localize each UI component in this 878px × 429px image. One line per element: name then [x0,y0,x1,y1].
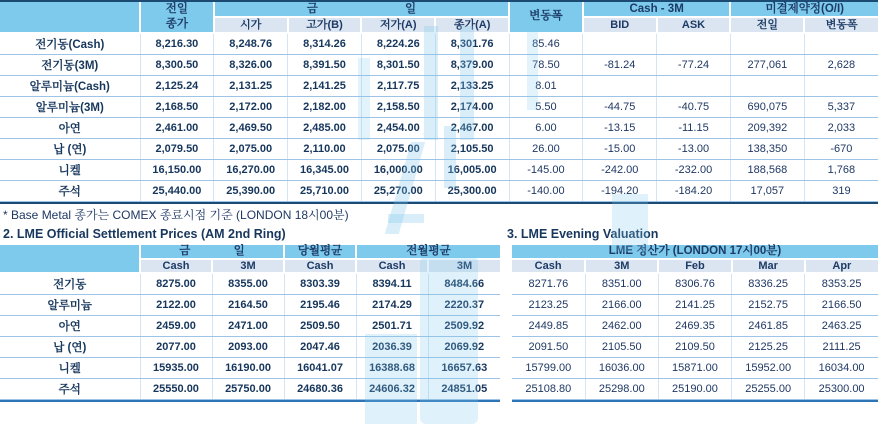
value-cell: 8.01 [509,75,583,96]
value-cell: 25298.00 [585,378,658,399]
table-row [512,378,878,399]
table-row [0,315,500,336]
value-cell: 8,379.00 [435,54,509,75]
value-cell: 8306.76 [658,273,731,294]
evening-section-title: 3. LME Evening Valuation [507,226,659,241]
value-cell: 2166.50 [805,294,878,315]
value-cell: 277,061 [730,54,804,75]
table-row [0,96,878,117]
col-bid: BID [583,17,657,33]
evening-header [512,245,878,274]
group-open-interest: 미결제약정(O/I) [730,2,878,17]
col-oi-change: 변동폭 [804,17,878,33]
prev-close-line2: 종가 [165,18,188,30]
table-row [0,33,878,54]
group-today: 금 일 [140,245,284,259]
col-high: 고가(B) [288,17,362,33]
value-cell: 8394.11 [356,273,428,294]
value-cell: 16034.00 [805,357,878,378]
value-cell [657,33,731,54]
value-cell: 8,301.50 [361,54,435,75]
value-cell: -242.00 [583,159,657,180]
group-lme-valuation: LME 정산가 (LONDON 17시00분) [512,245,878,259]
value-cell: -670 [804,138,878,159]
corner-cell [0,245,140,274]
col-prev-close [140,2,214,33]
value-cell: 2152.75 [732,294,805,315]
value-cell: 2461.85 [732,315,805,336]
table-row [0,180,878,201]
settlement-table-wrap [0,245,500,402]
table-row [0,378,500,399]
value-cell: 16,270.00 [214,159,288,180]
settlement-header [0,245,500,274]
value-cell: 24851.05 [428,378,500,399]
group-today: 금 일 [214,2,509,17]
value-cell: 16041.07 [284,357,356,378]
value-cell: 2036.39 [356,336,428,357]
value-cell: 2091.50 [512,336,585,357]
prev-close-line1: 전일 [165,3,188,15]
value-cell: 2111.25 [805,336,878,357]
value-cell: 2195.46 [284,294,356,315]
col-ask: ASK [657,17,731,33]
value-cell: 2,079.50 [140,138,214,159]
metal-name: 전기동(Cash) [0,33,140,54]
value-cell: 8355.00 [212,273,284,294]
value-cell: 2,117.75 [361,75,435,96]
value-cell: 24606.32 [356,378,428,399]
value-cell: 2069.92 [428,336,500,357]
value-cell: -44.75 [583,96,657,117]
value-cell: 78.50 [509,54,583,75]
value-cell: 2105.50 [585,336,658,357]
value-cell: 2509.50 [284,315,356,336]
value-cell: 8351.00 [585,273,658,294]
col-change: 변동폭 [509,2,583,33]
value-cell: 2459.00 [140,315,212,336]
value-cell: 5,337 [804,96,878,117]
value-cell: 2047.46 [284,336,356,357]
value-cell: 25108.80 [512,378,585,399]
table-row [512,315,878,336]
value-cell [804,33,878,54]
value-cell: 8336.25 [732,273,805,294]
value-cell: 2077.00 [140,336,212,357]
value-cell: 2,628 [804,54,878,75]
value-cell: 85.46 [509,33,583,54]
value-cell: 25190.00 [658,378,731,399]
value-cell: -13.15 [583,117,657,138]
value-cell: 2449.85 [512,315,585,336]
col-low: 저가(A) [361,17,435,33]
value-cell [804,75,878,96]
value-cell: 8,391.50 [288,54,362,75]
value-cell: 2,485.00 [288,117,362,138]
table-row [0,117,878,138]
value-cell: 16,345.00 [288,159,362,180]
value-cell: 25300.00 [805,378,878,399]
col-cash: Cash [140,259,212,274]
settlement-body [0,273,500,399]
group-prev-month-avg: 전월평균 [356,245,500,259]
value-cell: 2471.00 [212,315,284,336]
value-cell: 2109.50 [658,336,731,357]
table-row [512,357,878,378]
value-cell: 2,461.00 [140,117,214,138]
value-cell: 17,057 [730,180,804,201]
value-cell [730,75,804,96]
col-month-cash: Cash [284,259,356,274]
metal-name: 주석 [0,180,140,201]
metal-name: 전기동(3M) [0,54,140,75]
table-row [0,138,878,159]
base-metal-footnote: * Base Metal 종가는 COMEX 종료시점 기준 (LONDON 18시00분) [3,207,349,222]
value-cell: 2,075.00 [214,138,288,159]
col-cash: Cash [512,259,585,274]
bottom-tables [0,245,878,402]
value-cell: 2463.25 [805,315,878,336]
value-cell: 188,568 [730,159,804,180]
value-cell: 25,390.00 [214,180,288,201]
settlement-section-title: 2. LME Official Settlement Prices (AM 2nd Ring) [3,226,286,241]
value-cell: 16,005.00 [435,159,509,180]
value-cell: 8353.25 [805,273,878,294]
value-cell: 2,075.00 [361,138,435,159]
value-cell: -145.00 [509,159,583,180]
col-apr: Apr [805,259,878,274]
group-month-avg: 당월평균 [284,245,356,259]
price-summary-body [0,33,878,201]
value-cell: 2462.00 [585,315,658,336]
value-cell: 15871.00 [658,357,731,378]
corner-cell [0,2,140,33]
value-cell: 15952.00 [732,357,805,378]
value-cell: 25,710.00 [288,180,362,201]
metal-name: 알루미늄 [0,294,140,315]
value-cell: 25750.00 [212,378,284,399]
value-cell: -81.24 [583,54,657,75]
value-cell: 16,150.00 [140,159,214,180]
metal-name: 알루미늄(Cash) [0,75,140,96]
value-cell: 2174.29 [356,294,428,315]
value-cell: 8484.66 [428,273,500,294]
metal-name: 납 (연) [0,138,140,159]
value-cell: -15.00 [583,138,657,159]
value-cell: 2166.00 [585,294,658,315]
value-cell: 25,440.00 [140,180,214,201]
value-cell: 2122.00 [140,294,212,315]
col-feb: Feb [658,259,731,274]
metal-name: 아연 [0,315,140,336]
metal-name: 알루미늄(3M) [0,96,140,117]
settlement-table [0,245,500,400]
value-cell: 8303.39 [284,273,356,294]
value-cell: 8,314.26 [288,33,362,54]
value-cell: 2,105.50 [435,138,509,159]
value-cell: 16,000.00 [361,159,435,180]
metal-name: 니켈 [0,159,140,180]
price-summary-header [0,2,878,33]
value-cell: 26.00 [509,138,583,159]
col-prev-3m: 3M [428,259,500,274]
value-cell [583,33,657,54]
value-cell: 2220.37 [428,294,500,315]
value-cell: 8,326.00 [214,54,288,75]
value-cell [657,75,731,96]
value-cell: 319 [804,180,878,201]
value-cell: 2,182.00 [288,96,362,117]
value-cell [730,33,804,54]
value-cell: 5.50 [509,96,583,117]
value-cell: 2,125.24 [140,75,214,96]
value-cell: 15935.00 [140,357,212,378]
value-cell: 690,075 [730,96,804,117]
evening-table-wrap [512,245,878,402]
table-row [0,294,500,315]
table-row [0,54,878,75]
section-titles [0,226,878,242]
value-cell: 8,224.26 [361,33,435,54]
table-row [512,294,878,315]
value-cell: 6.00 [509,117,583,138]
value-cell: 2509.92 [428,315,500,336]
value-cell: -194.20 [583,180,657,201]
value-cell: 2,133.25 [435,75,509,96]
value-cell: 25,300.00 [435,180,509,201]
value-cell: 2501.71 [356,315,428,336]
col-close: 종가(A) [435,17,509,33]
value-cell: 25255.00 [732,378,805,399]
value-cell: 16388.68 [356,357,428,378]
value-cell: -11.15 [657,117,731,138]
value-cell: 2093.00 [212,336,284,357]
value-cell: -77.24 [657,54,731,75]
value-cell: 2164.50 [212,294,284,315]
metal-name: 아연 [0,117,140,138]
value-cell: 8275.00 [140,273,212,294]
value-cell: 16036.00 [585,357,658,378]
table-row [512,273,878,294]
value-cell: 1,768 [804,159,878,180]
value-cell: 2469.35 [658,315,731,336]
value-cell: 15799.00 [512,357,585,378]
value-cell: 2,469.50 [214,117,288,138]
value-cell: 8,301.76 [435,33,509,54]
metal-name: 납 (연) [0,336,140,357]
value-cell: 16190.00 [212,357,284,378]
value-cell: 8271.76 [512,273,585,294]
col-prev-cash: Cash [356,259,428,274]
value-cell: 2,174.00 [435,96,509,117]
value-cell: 16657.63 [428,357,500,378]
col-open: 시가 [214,17,288,33]
value-cell: -140.00 [509,180,583,201]
group-cash-3m: Cash - 3M [583,2,731,17]
value-cell: 25550.00 [140,378,212,399]
metal-name: 주석 [0,378,140,399]
table-row [0,357,500,378]
table-row [0,336,500,357]
value-cell: 2,110.00 [288,138,362,159]
value-cell: 2,172.00 [214,96,288,117]
metal-name: 니켈 [0,357,140,378]
value-cell: 2,131.25 [214,75,288,96]
value-cell: 24680.36 [284,378,356,399]
value-cell: 2,141.25 [288,75,362,96]
table-row [0,75,878,96]
value-cell: 2,467.00 [435,117,509,138]
value-cell: -232.00 [657,159,731,180]
table-row [0,273,500,294]
value-cell: 8,300.50 [140,54,214,75]
metal-name: 전기동 [0,273,140,294]
price-summary-table-wrap [0,0,878,204]
price-summary-table [0,2,878,202]
value-cell [583,75,657,96]
value-cell: 2125.25 [732,336,805,357]
col-mar: Mar [732,259,805,274]
col-3m: 3M [585,259,658,274]
value-cell: -184.20 [657,180,731,201]
value-cell: -40.75 [657,96,731,117]
col-3m: 3M [212,259,284,274]
value-cell: 2,168.50 [140,96,214,117]
table-row [0,159,878,180]
table-row [512,336,878,357]
value-cell: 138,350 [730,138,804,159]
col-oi-prev: 전일 [730,17,804,33]
value-cell: 2,033 [804,117,878,138]
value-cell: 25,270.00 [361,180,435,201]
value-cell: 8,216.30 [140,33,214,54]
evening-table [512,245,878,400]
value-cell: 2,454.00 [361,117,435,138]
value-cell: 2,158.50 [361,96,435,117]
value-cell: 209,392 [730,117,804,138]
evening-body [512,273,878,399]
value-cell: 8,248.76 [214,33,288,54]
value-cell: -13.00 [657,138,731,159]
value-cell: 2141.25 [658,294,731,315]
value-cell: 2123.25 [512,294,585,315]
